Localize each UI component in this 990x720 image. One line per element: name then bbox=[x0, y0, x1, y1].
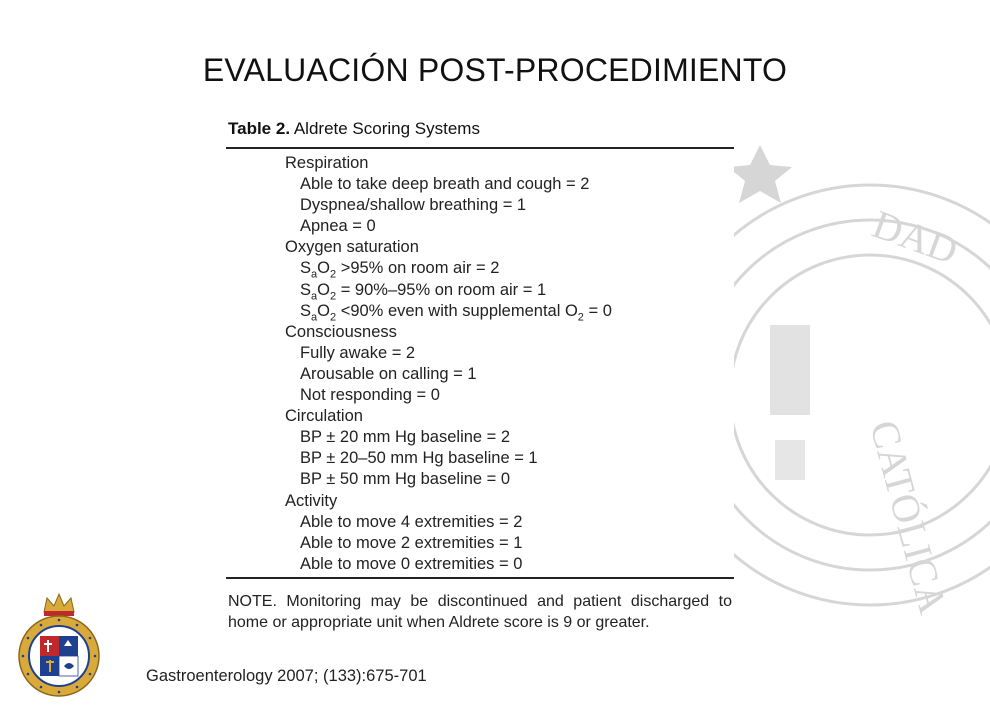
svg-text:CATÓLICA: CATÓLICA bbox=[861, 415, 956, 619]
table-heading bbox=[228, 119, 480, 139]
table-note: NOTE. Monitoring may be discontinued and patient discharged to home or appropriate unit when Aldrete score is 9 or greater. bbox=[228, 593, 732, 631]
section-heading: Respiration bbox=[285, 154, 369, 172]
table-label: Table 2. bbox=[228, 119, 291, 138]
section-heading: Oxygen saturation bbox=[285, 238, 419, 257]
score-item: Able to take deep breath and cough = 2 bbox=[300, 175, 590, 194]
section-heading: Circulation bbox=[285, 407, 363, 426]
score-item: BP ± 20–50 mm Hg baseline = 1 bbox=[300, 449, 538, 468]
score-item: $S_aO_2 >95\%$ on room air = 2 bbox=[300, 259, 500, 281]
table-bottom-rule bbox=[226, 577, 734, 579]
table-top-rule bbox=[226, 147, 734, 149]
score-item: BP ± 20 mm Hg baseline = 2 bbox=[300, 428, 511, 447]
aldrete-table bbox=[222, 115, 734, 635]
score-item: Dyspnea/shallow breathing = 1 bbox=[300, 196, 527, 215]
section-heading: Activity bbox=[285, 491, 338, 510]
score-item: $S_aO_2 <90\%$ even with supplemental $O_2 = 0$ bbox=[300, 301, 612, 323]
citation: Gastroenterology 2007; (133):675-701 bbox=[146, 667, 427, 685]
score-item: Apnea = 0 bbox=[300, 217, 376, 236]
score-item: Able to move 2 extremities = 1 bbox=[300, 533, 523, 552]
score-item: Able to move 0 extremities = 0 bbox=[300, 554, 523, 573]
score-item: Able to move 4 extremities = 2 bbox=[300, 512, 523, 531]
score-item: $S_aO_2 = 90\%-95\%$ on room air = 1 bbox=[300, 280, 547, 302]
slide-title: EVALUACIÓN POST-PROCEDIMIENTO bbox=[202, 52, 788, 88]
score-item: Fully awake = 2 bbox=[300, 343, 416, 362]
score-item: Arousable on calling = 1 bbox=[300, 364, 477, 383]
table-rows bbox=[222, 153, 734, 575]
section-heading: Consciousness bbox=[285, 322, 397, 341]
university-crest-icon bbox=[14, 590, 104, 700]
table-caption: Aldrete Scoring Systems bbox=[293, 119, 480, 138]
score-item: Not responding = 0 bbox=[300, 386, 440, 405]
svg-text:DAD: DAD bbox=[866, 201, 964, 274]
score-item: BP ± 50 mm Hg baseline = 0 bbox=[300, 470, 511, 489]
